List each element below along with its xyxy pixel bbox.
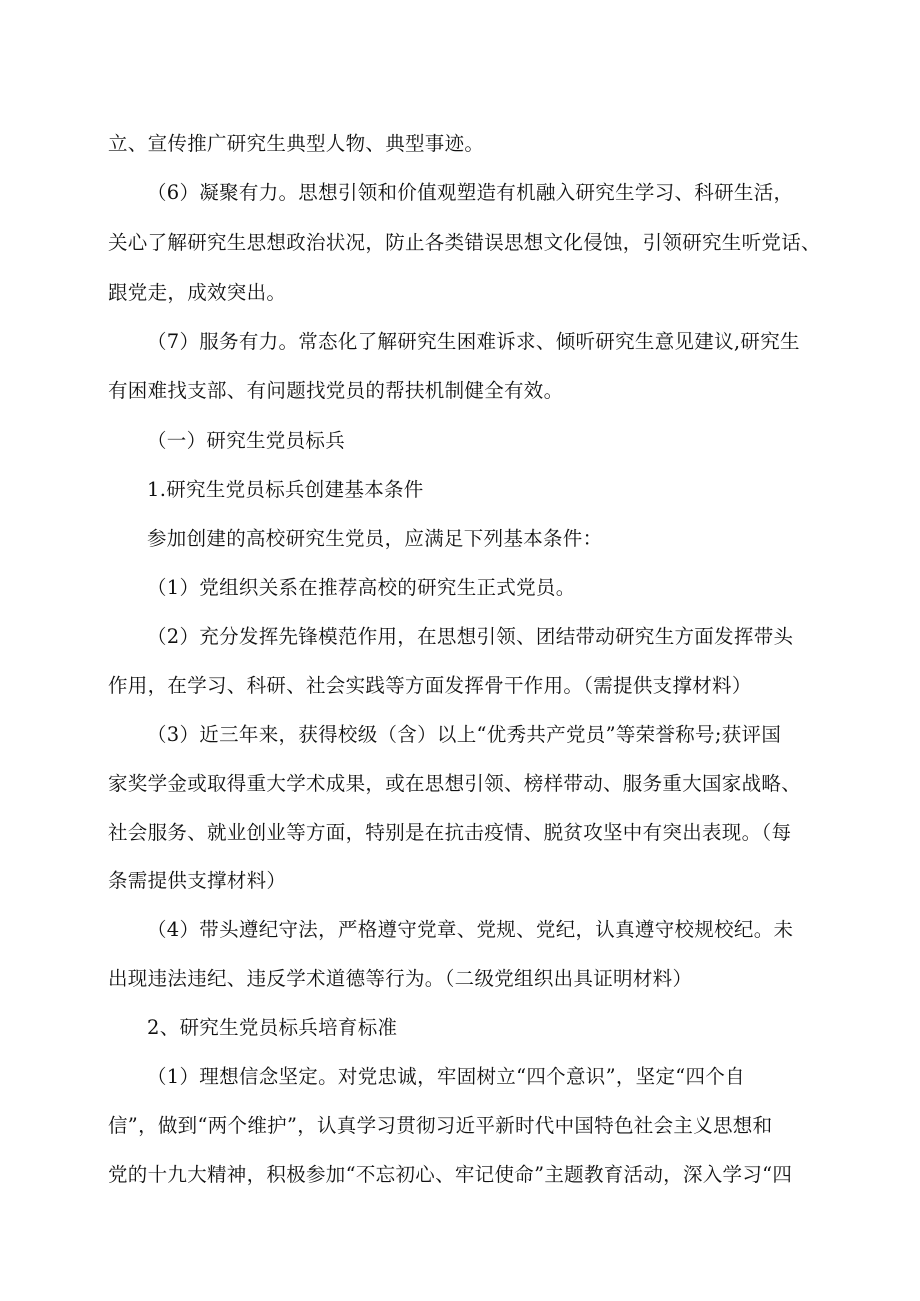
subsection-heading: 2、研究生党员标兵培育标准	[147, 1016, 398, 1039]
text-line: （1）理想信念坚定。对党忠诚，牢固树立“四个意识”，坚定“四个自	[147, 1065, 745, 1088]
section-heading: （一）研究生党员标兵	[147, 429, 346, 452]
text-line: 立、宣传推广研究生典型人物、典型事迹。	[108, 132, 485, 155]
text-line: 跟党走，成效突出。	[108, 281, 287, 304]
text-line: （6）凝聚有力。思想引领和价值观塑造有机融入研究生学习、科研生活，	[147, 181, 794, 204]
text-line: 社会服务、就业创业等方面，特别是在抗击疫情、脱贫攻坚中有突出表现。（每	[108, 821, 792, 844]
subsection-heading: 1.研究生党员标兵创建基本条件	[147, 478, 424, 501]
text-line: 参加创建的高校研究生党员，应满足下列基本条件：	[147, 527, 603, 550]
text-line: 作用，在学习、科研、社会实践等方面发挥骨干作用。（需提供支撑材料）	[108, 674, 752, 697]
text-line: 有困难找支部、有问题找党员的帮扶机制健全有效。	[108, 379, 564, 402]
text-line: （2）充分发挥先锋模范作用，在思想引领、团结带动研究生方面发挥带头	[147, 625, 794, 648]
text-line: 党的十九大精神，积极参加“不忘初心、牢记使命”主题教育活动，深入学习“四	[108, 1163, 793, 1186]
text-line: （3）近三年来，获得校级（含）以上“优秀共产党员”等荣誉称号;获评国	[147, 723, 782, 746]
text-line: （1）党组织关系在推荐高校的研究生正式党员。	[147, 576, 576, 599]
text-line: 信”，做到“两个维护”，认真学习贯彻习近平新时代中国特色社会主义思想和	[108, 1114, 773, 1137]
text-line: 出现违法违纪、违反学术道德等行为。（二级党组织出具证明材料）	[108, 967, 693, 990]
text-line: 家奖学金或取得重大学术成果，或在思想引领、榜样带动、服务重大国家战略、	[108, 772, 802, 795]
text-line: （7）服务有力。常态化了解研究生困难诉求、倾听研究生意见建议,研究生	[147, 330, 800, 353]
text-line: （4）带头遵纪守法，严格遵守党章、党规、党纪，认真遵守校规校纪。未	[147, 918, 794, 941]
text-line: 关心了解研究生思想政治状况，防止各类错误思想文化侵蚀，引领研究生听党话、	[108, 231, 821, 254]
text-line: 条需提供支撑材料）	[108, 869, 287, 892]
